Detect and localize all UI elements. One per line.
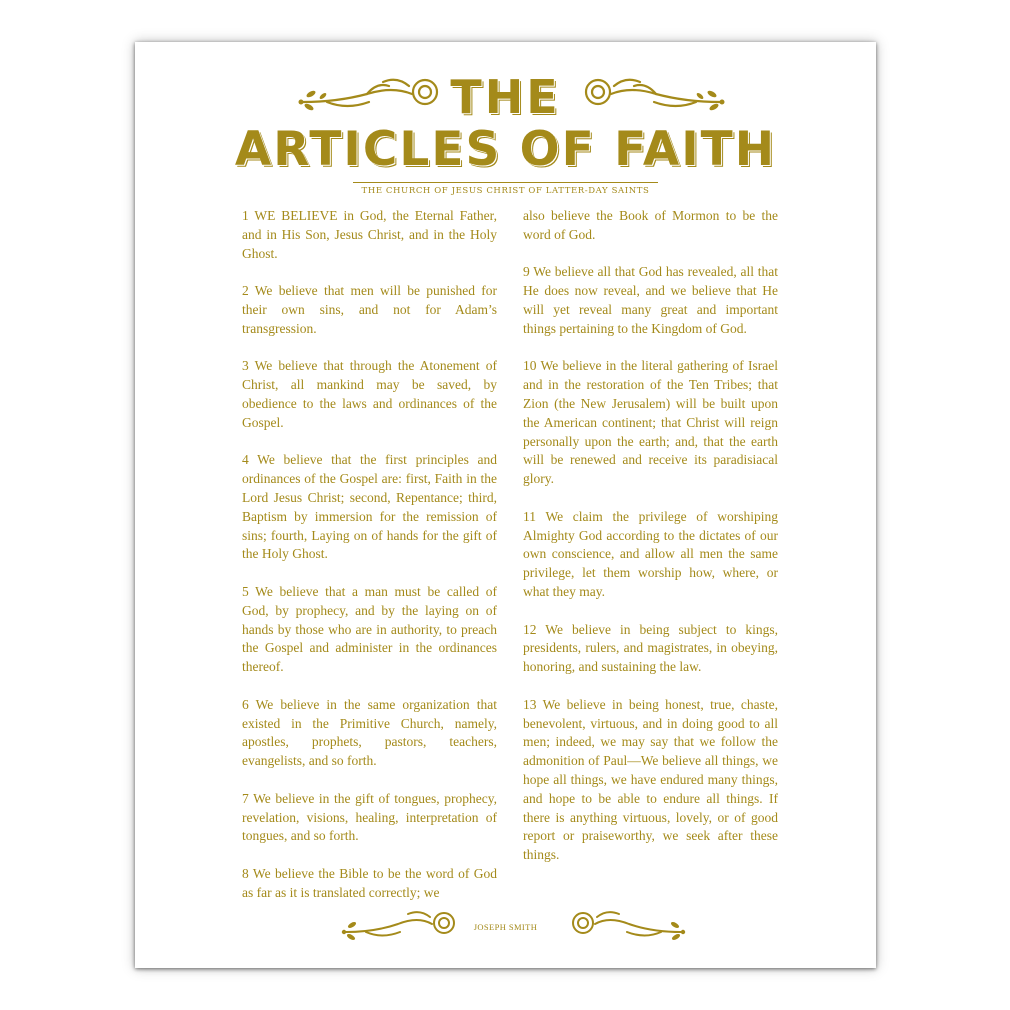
article-7: 7 We believe in the gift of tongues, prophecy, revelation, visions, healing, interpretation of tongues, and so forth. bbox=[242, 790, 497, 844]
article-3: 3 We believe that through the Atonement of Christ, all mankind may be saved, by obedience to the laws and ordinances of the Gospel. bbox=[242, 358, 497, 430]
print-sheet bbox=[135, 42, 876, 968]
article-4: 4 We believe that the first principles and ordinances of the Gospel are: first, Faith in the Lord Jesus Christ; second, Repentance; third, Baptism by immersion for the remission of sins; fourth, Laying on of hands for the gift of the Holy Ghost. bbox=[242, 452, 497, 562]
article-9: 9 We believe all that God has revealed, all that He does now reveal, and we believe that He will yet reveal many great and important things pertaining to the Kingdom of God. bbox=[523, 264, 778, 336]
title-articles-of-faith: ARTICLES OF FAITH bbox=[234, 122, 777, 177]
article-1: 1 WE BELIEVE in God, the Eternal Father, and in His Son, Jesus Christ, and in the Holy Ghost. bbox=[242, 208, 497, 261]
article-11: 11 We claim the privilege of worshiping Almighty God according to the dictates of our own conscience, and allow all men the same privilege, let them worship how, where, or what they may. bbox=[523, 508, 778, 599]
article-6: 6 We believe in the same organization that existed in the Primitive Church, namely, apostles, prophets, pastors, teachers, evangelists, and so forth. bbox=[242, 696, 497, 769]
article-10: 10 We believe in the literal gathering of Israel and in the restoration of the Ten Tribes; that Zion (the New Jerusalem) will be built upon the American continent; that Christ will reign personally upon the earth; and, that the earth will be renewed and receive its paradisiacal glory. bbox=[523, 358, 778, 487]
subtitle-church-name: THE CHURCH OF JESUS CHRIST OF LATTER-DAY SAINTS bbox=[361, 186, 650, 196]
signature-joseph-smith: JOSEPH SMITH bbox=[473, 922, 538, 932]
article-8-start: 8 We believe the Bible to be the word of God as far as it is translated correctly; we bbox=[242, 865, 497, 900]
article-13: 13 We believe in being honest, true, chaste, benevolent, virtuous, and in doing good to all men; indeed, we may say that we follow the admonition of Paul—We believe all things, we hope all things, we have endured many things, and hope to be able to endure all things. If there is anything virtuous, lovely, or of good report or praiseworthy, we seek after these things. bbox=[523, 696, 778, 863]
title-the: THE bbox=[450, 70, 561, 124]
article-5: 5 We believe that a man must be called of God, by prophecy, and by the laying on of hands by those who are in authority, to preach the Gospel and administer in the ordinances thereof. bbox=[242, 583, 497, 675]
article-8-continued: also believe the Book of Mormon to be the word of God. bbox=[523, 208, 778, 242]
article-12: 12 We believe in being subject to kings, presidents, rulers, and magistrates, in obeying, honoring, and sustaining the law. bbox=[523, 621, 778, 675]
article-2: 2 We believe that men will be punished for their own sins, and not for Adam’s transgression. bbox=[242, 283, 497, 336]
subtitle-divider bbox=[353, 182, 658, 183]
left-column bbox=[242, 207, 497, 921]
flourish-bottom-right-icon bbox=[567, 906, 687, 942]
right-column bbox=[523, 207, 778, 884]
